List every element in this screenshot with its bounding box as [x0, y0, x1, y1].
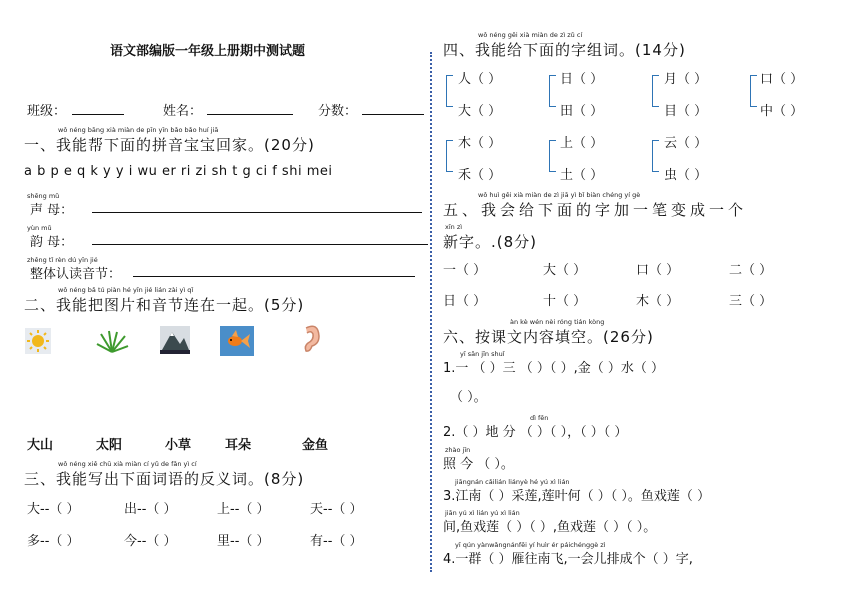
fill-line-4: 3.江南（ ）采莲,莲叶何（ ）（ ）。鱼戏莲（ ） — [443, 489, 711, 504]
s1-letters: a b p e q k y y i wu er ri zi sh t g ci f shi mei — [24, 164, 333, 179]
s6-pinyin: àn kè wén nèi róng tián kòng — [510, 318, 605, 326]
group-zhong: 中（ ） — [760, 104, 804, 119]
fill-line-2: 2.（ ）地 分 （ ）（ ），（ ）（ ） — [443, 425, 628, 440]
l2-pinyin: dì fēn — [530, 414, 549, 422]
antonym-1: 大--（ ） — [27, 502, 80, 517]
fill-line-1: 1.一 （ ）三 （ ）（ ）,金（ ）水（ ） — [443, 361, 664, 376]
ear-image[interactable] — [300, 324, 322, 354]
l3-pinyin: zhào jīn — [445, 446, 471, 454]
group-da: 大（ ） — [458, 104, 502, 119]
s1-pinyin: wǒ néng bāng xià miàn de pīn yīn bǎo bǎo huí jiā — [58, 126, 219, 134]
sm-pinyin: shēng mǔ — [27, 192, 60, 200]
word-taiyang[interactable]: 太阳 — [96, 438, 123, 453]
addstroke-3: 口（ ） — [636, 263, 680, 278]
group-ri: 日（ ） — [560, 72, 604, 87]
s5-heading2: 新字。.(8分) — [443, 233, 538, 251]
group-shang: 上（ ） — [560, 136, 604, 151]
s5-pinyin: wǒ huì gěi xià miàn de zì jiā yì bǐ biàn chéng yí gè — [478, 191, 641, 199]
bracket — [652, 75, 659, 107]
s5-pinyin2: xīn zì — [445, 223, 463, 231]
antonym-4: 天--（ ） — [310, 502, 363, 517]
page-title: 语文部编版一年级上册期中测试题 — [110, 44, 306, 59]
l1-pinyin: yī sān jīn shuǐ — [460, 350, 505, 358]
word-dashan[interactable]: 大山 — [27, 438, 54, 453]
fill-line-1b: （ ）。 — [450, 390, 487, 405]
s4-heading: 四、我能给下面的字组词。(14分) — [443, 41, 686, 59]
ym-pinyin: yùn mǔ — [27, 224, 52, 232]
antonym-3: 上--（ ） — [217, 502, 270, 517]
s6-heading: 六、按课文内容填空。(26分) — [443, 328, 654, 346]
fill-line-3: 照 今 （ ）。 — [443, 457, 514, 472]
bracket — [446, 75, 453, 107]
antonym-8: 有--（ ） — [310, 534, 363, 549]
sun-image[interactable] — [25, 328, 51, 354]
group-yue: 月（ ） — [664, 72, 708, 87]
s3-heading: 三、我能写出下面词语的反义词。(8分) — [24, 470, 305, 488]
yunmu-label: 韵 母： — [30, 235, 74, 250]
zhengti-field[interactable] — [133, 276, 415, 277]
s5-heading: 五、我会给下面的字加一笔变成一个 — [443, 201, 748, 219]
bracket — [549, 75, 556, 107]
score-field[interactable] — [362, 114, 424, 115]
bracket — [750, 75, 757, 107]
s3-pinyin: wǒ néng xiě chū xià miàn cí yǔ de fǎn yì cí — [58, 460, 197, 468]
shengmu-label: 声 母： — [30, 203, 74, 218]
score-label: 分数： — [318, 104, 358, 119]
antonym-7: 里--（ ） — [217, 534, 270, 549]
s1-heading: 一、我能帮下面的拼音宝宝回家。(20分) — [24, 136, 315, 154]
s4-pinyin: wǒ néng gěi xià miàn de zì zǔ cí — [478, 31, 583, 39]
grass-image[interactable] — [95, 328, 129, 354]
group-mu: 目（ ） — [664, 104, 708, 119]
group-kou: 口（ ） — [760, 72, 804, 87]
bracket — [652, 140, 659, 172]
addstroke-4: 二（ ） — [729, 263, 773, 278]
group-tian: 田（ ） — [560, 104, 604, 119]
group-he: 禾（ ） — [458, 168, 502, 183]
zhengti-label: 整体认读音节： — [30, 267, 122, 282]
addstroke-8: 三（ ） — [729, 294, 773, 309]
antonym-6: 今--（ ） — [124, 534, 177, 549]
yunmu-field[interactable] — [92, 244, 428, 245]
addstroke-5: 日（ ） — [443, 294, 487, 309]
word-xiaocao[interactable]: 小草 — [165, 438, 192, 453]
group-chong: 虫（ ） — [664, 168, 708, 183]
fill-line-6: 4.一群（ ）雁往南飞,一会儿排成个（ ）字, — [443, 552, 693, 567]
group-yun: 云（ ） — [664, 136, 708, 151]
group-ren: 人（ ） — [458, 72, 502, 87]
class-field[interactable] — [72, 114, 124, 115]
name-field[interactable] — [207, 114, 293, 115]
zt-pinyin: zhěng tǐ rèn dú yīn jié — [27, 256, 98, 264]
bracket — [446, 140, 453, 172]
column-divider — [430, 52, 432, 572]
l4-pinyin: jiāngnán cǎilián liányè hé yú xì lián — [455, 478, 570, 486]
bracket — [549, 140, 556, 172]
fill-line-5: 间,鱼戏莲（ ）（ ）,鱼戏莲（ ）（ ）。 — [443, 520, 657, 535]
word-erduo[interactable]: 耳朵 — [225, 438, 252, 453]
word-jinyu[interactable]: 金鱼 — [302, 438, 329, 453]
l6-pinyin: yī qún yànwǎngnánfēi yí huìr ér páichénggè zì — [455, 541, 606, 549]
addstroke-1: 一（ ） — [443, 263, 487, 278]
addstroke-6: 十（ ） — [543, 294, 587, 309]
goldfish-image[interactable] — [220, 326, 254, 356]
addstroke-2: 大（ ） — [543, 263, 587, 278]
group-mu-wood: 木（ ） — [458, 136, 502, 151]
antonym-5: 多--（ ） — [27, 534, 80, 549]
addstroke-7: 木（ ） — [636, 294, 680, 309]
group-tu: 土（ ） — [560, 168, 604, 183]
antonym-2: 出--（ ） — [124, 502, 177, 517]
name-label: 姓名： — [163, 104, 203, 119]
l5-pinyin: jiān yú xì lián yú xì lián — [445, 509, 520, 517]
shengmu-field[interactable] — [92, 212, 422, 213]
mountain-image[interactable] — [160, 326, 190, 354]
s2-pinyin: wǒ néng bǎ tú piàn hé yīn jié lián zài yì qǐ — [58, 286, 194, 294]
class-label: 班级： — [27, 104, 67, 119]
s2-heading: 二、我能把图片和音节连在一起。(5分) — [24, 296, 305, 314]
